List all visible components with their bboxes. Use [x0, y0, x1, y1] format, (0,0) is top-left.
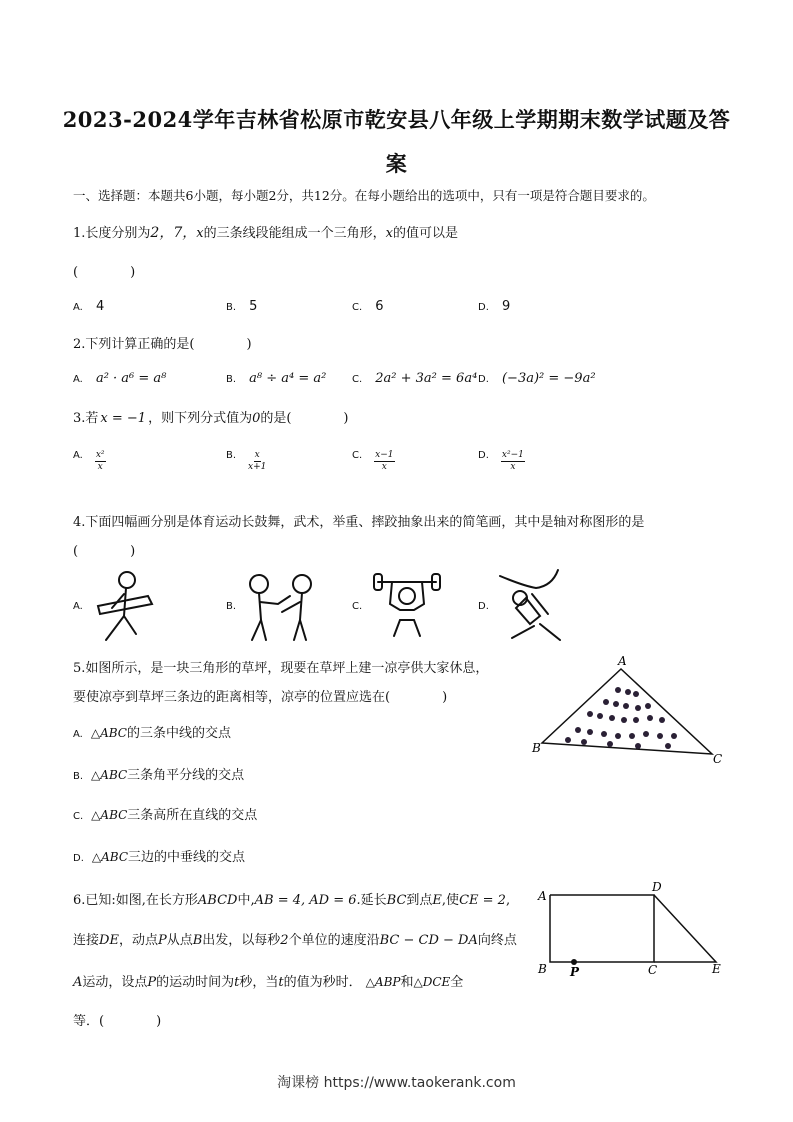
q2-option-a[interactable]: A. a² · a⁶ = a⁸ [73, 371, 167, 386]
question-6-line4: 等．( ) [73, 1014, 162, 1029]
question-1-paren: ( ) [73, 265, 136, 280]
question-5-stem-line2: 要使凉亭到草坪三条边的距离相等，凉亭的位置应选在( ) [73, 690, 448, 705]
point-b-label: B [538, 962, 547, 976]
wrestling-stick-figure [496, 568, 566, 644]
point-a-label: A [538, 889, 547, 903]
q5-option-a[interactable]: A. △ABC的三条中线的交点 [73, 726, 231, 741]
vertex-b-label: B [532, 741, 541, 755]
q1-option-b[interactable]: B. 5 [226, 299, 258, 314]
q4-option-d-label[interactable]: D. [478, 601, 489, 612]
point-c-label: C [648, 963, 658, 977]
question-6-line2: 连接DE，动点P从点B出发，以每秒2个单位的速度沿BC − CD − DA向终点 [73, 933, 517, 948]
footer-watermark-link[interactable]: 淘课榜 https://www.taokerank.com [277, 1075, 516, 1091]
q2-option-c[interactable]: C. 2a² + 3a² = 6a⁴ [352, 371, 478, 386]
question-5-stem-line1: 5.如图所示，是一块三角形的草坪，现要在草坪上建一凉亭供大家休息， [73, 661, 489, 676]
q3-option-b[interactable]: B. $\frac{x}{x+1}$ [226, 450, 267, 472]
vertex-c-label: C [713, 752, 723, 766]
question-4-paren: ( ) [73, 544, 136, 559]
grass-pattern [565, 687, 677, 749]
point-p-label: P [570, 965, 580, 979]
rectangle-abcd-figure [530, 880, 730, 980]
weightlifting-stick-figure [370, 570, 444, 642]
drum-dance-stick-figure [90, 568, 160, 644]
page-title-continued: 案 [385, 151, 408, 176]
q4-option-b-label[interactable]: B. [226, 601, 237, 612]
q4-option-c-label[interactable]: C. [352, 601, 363, 612]
question-1-stem: 1.长度分别为2，7，x的三条线段能组成一个三角形，x的值可以是 [73, 225, 458, 241]
section-intro: 一、选择题：本题共6小题，每小题2分，共12分。在每小题给出的选项中，只有一项是符合题目要求的。 [73, 188, 655, 203]
point-e-label: E [712, 962, 721, 976]
q4-option-a-label[interactable]: A. [73, 601, 83, 612]
question-2-stem: 2.下列计算正确的是( ) [73, 337, 252, 352]
q1-option-d[interactable]: D. 9 [478, 299, 511, 314]
question-6-line3: A运动，设点P的运动时间为t秒，当t的值为秒时． △ABP和△DCE全 [73, 975, 464, 990]
q2-option-d[interactable]: D. (−3a)² = −9a² [478, 371, 596, 386]
martial-arts-stick-figure [242, 572, 322, 644]
point-d-label: D [652, 880, 662, 894]
q2-option-b[interactable]: B. a⁸ ÷ a⁴ = a² [226, 371, 327, 386]
vertex-a-label: A [618, 654, 627, 668]
question-6-line1: 6.已知:如图,在长方形ABCD中,AB = 4, AD = 6.延长BC到点E,使CE = 2, [73, 893, 511, 908]
question-3-stem: 3.若 x = −1 ，则下列分式值为0的是( ) [73, 411, 349, 426]
q3-option-c[interactable]: C. $\frac{x-1}{x}$ [352, 450, 394, 472]
question-4-stem: 4.下面四幅画分别是体育运动长鼓舞，武术，举重、摔跤抽象出来的简笔画，其中是轴对称图形的是 [73, 515, 645, 530]
q5-option-d[interactable]: D. △ABC三边的中垂线的交点 [73, 850, 246, 865]
q5-option-b[interactable]: B. △ABC三条角平分线的交点 [73, 768, 245, 783]
page-title: 2023-2024学年吉林省松原市乾安县八年级上学期期末数学试题及答 [62, 107, 731, 132]
q1-option-c[interactable]: C. 6 [352, 299, 384, 314]
q3-option-d[interactable]: D. $\frac{\text{x²−1}}{x}$ [478, 450, 524, 472]
q3-option-a[interactable]: A. $\frac{\text{x²}}{x}$ [73, 450, 105, 472]
q1-option-a[interactable]: A. 4 [73, 299, 105, 314]
q5-option-c[interactable]: C. △ABC三条高所在直线的交点 [73, 808, 258, 823]
triangle-lawn-figure [528, 652, 728, 770]
